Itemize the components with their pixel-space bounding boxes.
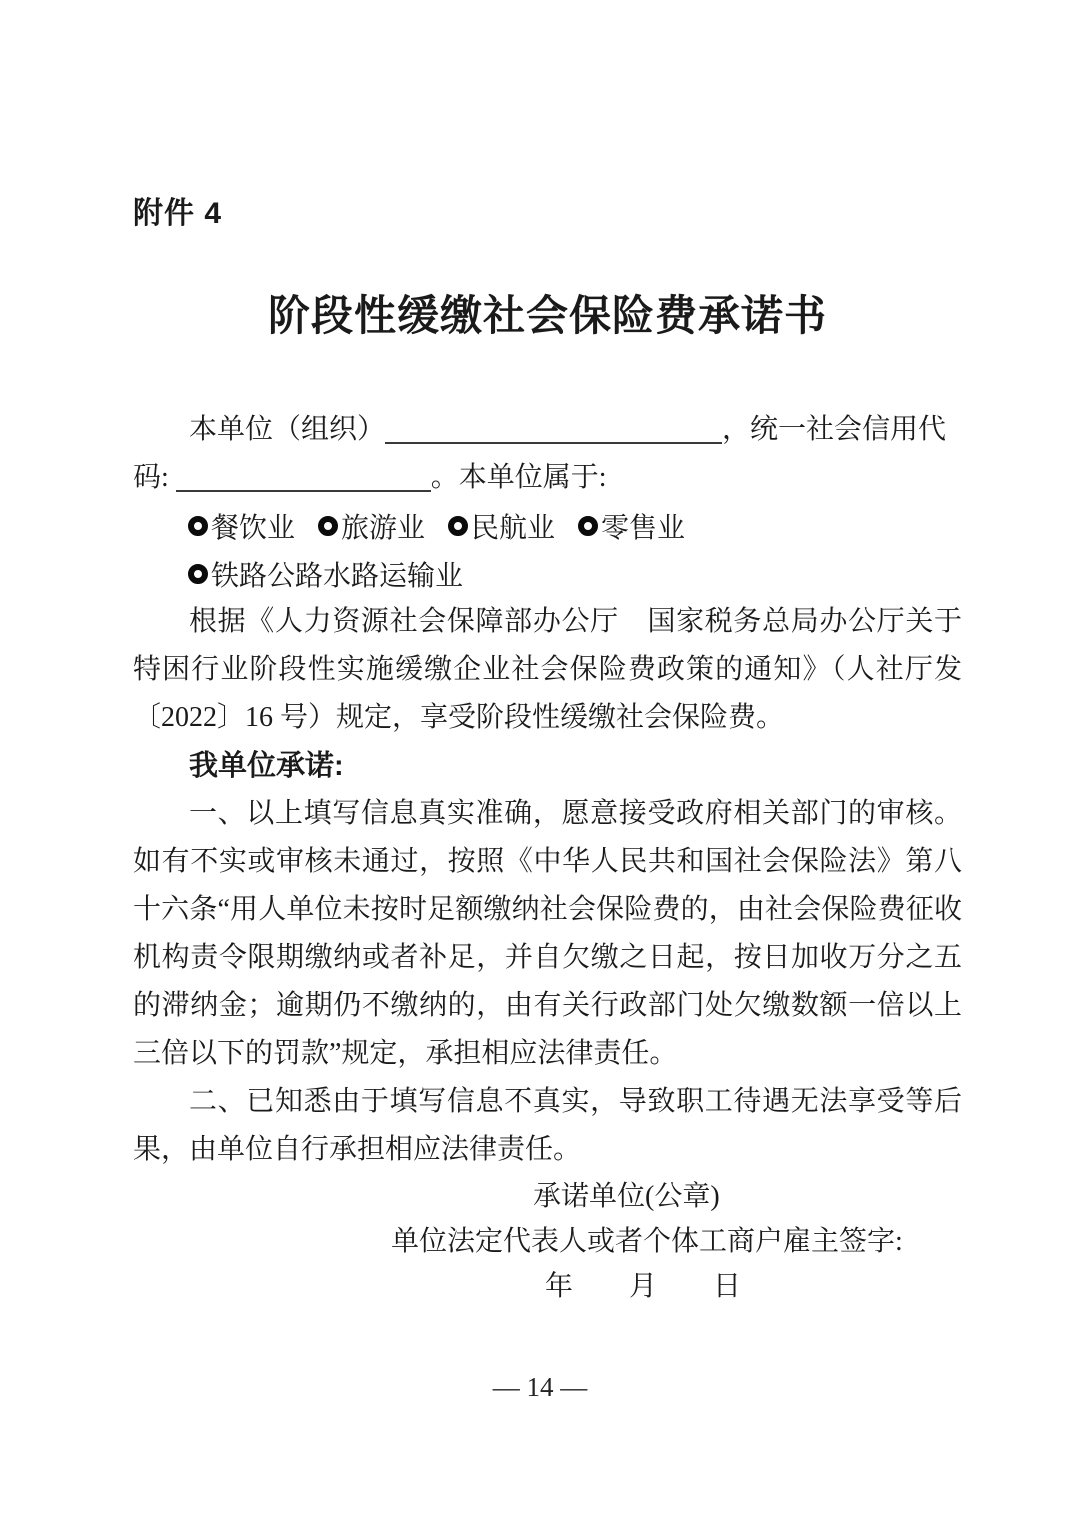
attachment-label: 附件 4 [133,197,223,230]
industry-option-label: 旅游业 [341,513,426,544]
intro-line-2 [133,454,962,502]
industry-option-retail [578,506,685,546]
signer-line: 单位法定代表人或者个体工商户雇主签字: [391,1226,903,1257]
ring-bullet-icon [188,564,208,584]
intro-text-before-org-blank: 本单位（组织） [189,414,386,445]
intro-text-after-code-blank: 。本单位属于: [430,462,607,493]
industry-option-label: 零售业 [601,513,686,544]
date-line: 年 月 日 [545,1271,742,1302]
ring-bullet-icon [318,516,338,536]
promise-heading: 我单位承诺: [189,750,344,782]
industry-option-label: 餐饮业 [211,513,296,544]
policy-basis-paragraph: 根据《人力资源社会保障部办公厅 国家税务总局办公厅关于特困行业阶段性实施缓缴企业社会保险费政策的通知》（人社厅发〔2022〕16 号）规定，享受阶段性缓缴社会保险费。 [133,606,962,733]
industry-option-catering [188,506,295,546]
industry-option-civil-aviation [448,506,555,546]
industry-option-label: 民航业 [471,513,556,544]
intro-line-1 [133,406,962,454]
intro-text-before-code-blank: 码: [133,462,169,493]
ring-bullet-icon [188,516,208,536]
industry-option-tourism [318,506,425,546]
industry-options-row-2 [133,550,962,598]
org-name-blank [385,442,722,444]
seal-line: 承诺单位(公章) [533,1181,720,1212]
promise-item-2: 二、已知悉由于填写信息不真实，导致职工待遇无法享受等后果，由单位自行承担相应法律责任。 [133,1086,962,1165]
promise-item-1: 一、以上填写信息真实准确，愿意接受政府相关部门的审核。如有不实或审核未通过，按照《中华人民共和国社会保险法》第八十六条“用人单位未按时足额缴纳社会保险费的，由社会保险费征收机构责令限期缴纳或者补足，并自欠缴之日起，按日加收万分之五的滞纳金；逾期仍不缴纳的，由有关行政部门处欠缴数额一倍以上三倍以下的罚款”规定，承担相应法律责任。 [133,798,962,1069]
document-title: 阶段性缓缴社会保险费承诺书 [267,294,827,340]
page-number: — 14 — [492,1372,588,1402]
industry-option-transport [188,554,463,594]
signature-block [133,1174,962,1309]
industry-option-label: 铁路公路水路运输业 [211,561,464,592]
credit-code-blank [176,490,431,492]
intro-text-after-org-blank: ，统一社会信用代 [722,414,947,445]
industry-options-row-1 [133,502,962,550]
ring-bullet-icon [578,516,598,536]
intro-paragraph [133,406,962,502]
ring-bullet-icon [448,516,468,536]
